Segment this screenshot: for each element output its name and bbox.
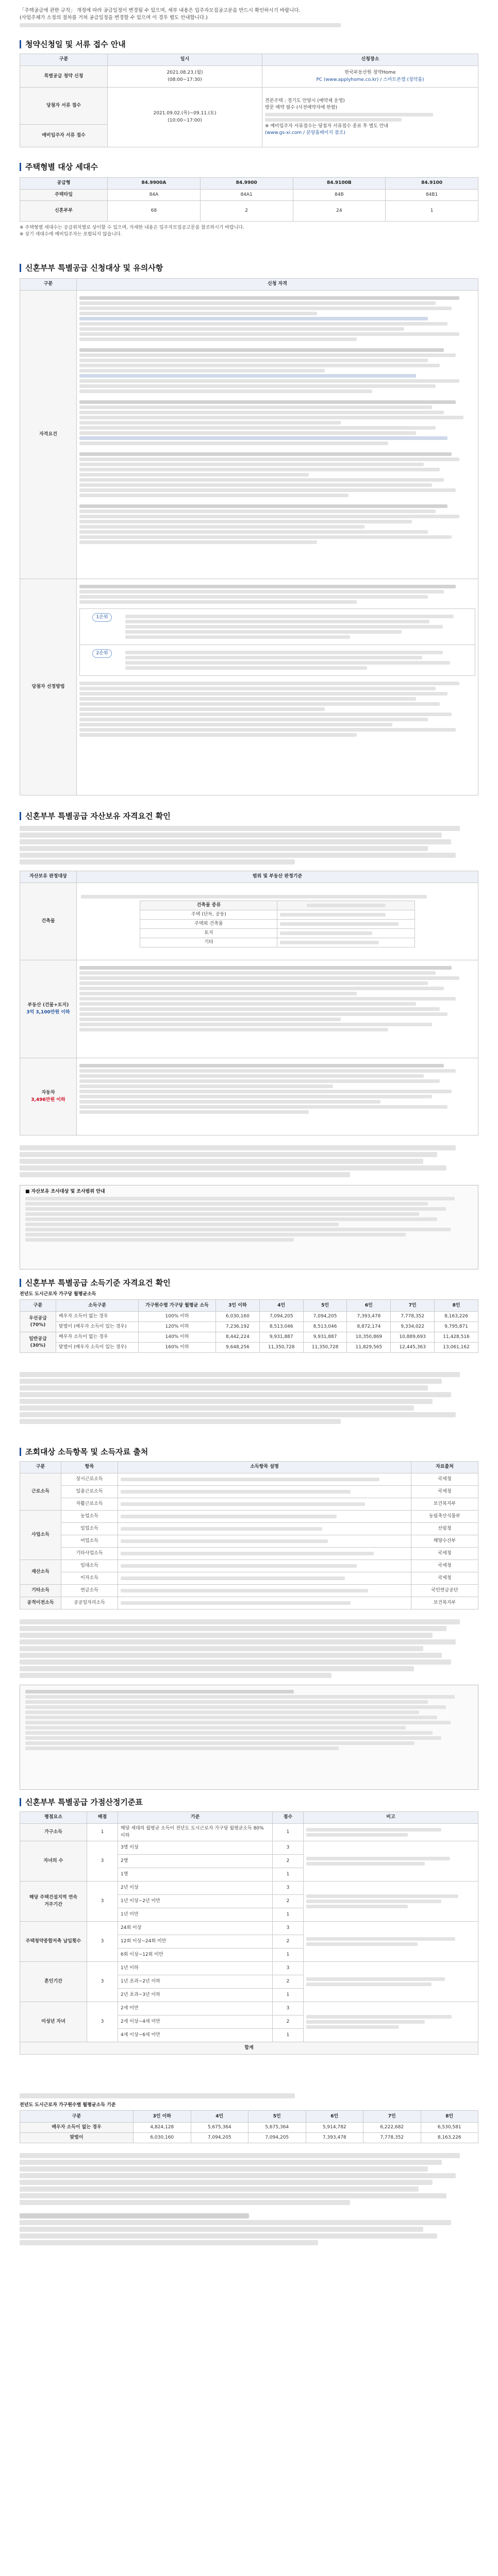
criterion: 해당 주택건설지역 연속 거주기간 — [20, 1882, 87, 1922]
score: 3 — [273, 1922, 304, 1935]
closing-notes — [20, 2151, 478, 2440]
max-score: 1 — [87, 1824, 118, 1841]
group-label: 기타소득 — [20, 1585, 61, 1597]
income-pct: 160% 이하 — [139, 1343, 216, 1353]
col-header: 84.9100B — [293, 178, 386, 190]
table-note: ※ 상기 세대수에 예비입주자는 포함되지 않습니다. — [20, 232, 122, 238]
cell: 6,530,581 — [421, 2123, 478, 2133]
cell: 68 — [108, 201, 201, 222]
col-header: 기준 — [118, 1812, 273, 1824]
source: 국세청 — [411, 1473, 478, 1486]
cell: 13,061,162 — [435, 1343, 478, 1353]
score: 2 — [273, 1895, 304, 1908]
cell: 8,163,226 — [435, 1312, 478, 1322]
item-label: 임대소득 — [61, 1560, 118, 1572]
col-header: 비고 — [304, 1812, 478, 1824]
income-type: 배우자 소득이 없는 경우 — [56, 1312, 139, 1322]
schedule-table — [20, 54, 478, 147]
row-label: 배우자 소득이 없는 경우 — [20, 2123, 134, 2133]
criterion: 미성년 자녀 — [20, 2002, 87, 2042]
col-header: 84.9900A — [108, 178, 201, 190]
item-label: 공공일자리소득 — [61, 1597, 118, 1609]
table-row — [20, 1058, 478, 1136]
income-info-box — [20, 1685, 478, 1790]
source: 농림축산식품부 — [411, 1511, 478, 1523]
criterion-basis: 1년 이하 — [118, 1962, 273, 1975]
score: 1 — [273, 1908, 304, 1922]
applyhome-link[interactable]: PC (www.applyhome.co.kr) / 스마트폰앱 (청약홈) — [316, 77, 424, 82]
score: 2 — [273, 1975, 304, 1989]
max-score: 3 — [87, 1882, 118, 1922]
group-label: 일반공급 (30%) — [20, 1332, 56, 1353]
score-notes — [20, 2092, 478, 2100]
intro-text-line — [20, 23, 341, 27]
cell: 7,094,205 — [191, 2133, 248, 2143]
cell: 9,795,871 — [435, 1322, 478, 1332]
max-score: 3 — [87, 1962, 118, 2002]
table-row — [20, 960, 478, 1058]
col-header: 항목 — [61, 1462, 118, 1473]
source: 국민연금공단 — [411, 1585, 478, 1597]
criterion-basis: 1년 초과~2년 이하 — [118, 1975, 273, 1989]
intro-line: (사업주체가 소정의 절차를 거쳐 공급일정을 변경할 수 있으며 이 경우 별도 안내합니다.) — [20, 14, 208, 21]
col-header: 점수 — [273, 1812, 304, 1824]
col-header: 7인 — [363, 2111, 421, 2123]
asset-limit: 3억 3,100만원 이하 — [26, 1009, 70, 1015]
text-line — [265, 118, 402, 122]
item-label: 일용근로소득 — [61, 1486, 118, 1498]
row-label: 주택타입 — [20, 190, 108, 201]
income-source-table — [20, 1461, 478, 1609]
col-header: 3인 이하 — [134, 2111, 191, 2123]
car-limit: 3,496만원 이하 — [31, 1097, 65, 1103]
info-box-title: ■ 자산보유 조사대상 및 조사범위 안내 — [25, 1189, 105, 1194]
schedule-date: 2021.08.23.(월) — [167, 70, 203, 76]
sub-cell: 주택 (단독, 공동) — [140, 910, 277, 919]
cell: 6,030,160 — [134, 2133, 191, 2143]
table-caption: 전년도 도시근로자 가구당 월평균소득 — [20, 1292, 96, 1297]
place-note: 방문 예약 필수 (사전예약자에 한함) — [265, 105, 338, 110]
item-label: 임업소득 — [61, 1523, 118, 1535]
group-label: 근로소득 — [20, 1473, 61, 1511]
table-row — [20, 579, 478, 795]
criterion-basis: 24회 이상 — [118, 1922, 273, 1935]
col-header: 8인 — [435, 1300, 478, 1312]
section-income-check — [20, 1279, 478, 1287]
section-title: 조회대상 소득항목 및 소득자료 출처 — [20, 1448, 478, 1456]
cell: 7,393,478 — [347, 1312, 391, 1322]
total-row: 합계 — [20, 2042, 478, 2055]
cell: 11,829,565 — [347, 1343, 391, 1353]
eligibility-table — [20, 278, 478, 795]
cell: 11,350,728 — [259, 1343, 303, 1353]
criterion: 가구소득 — [20, 1824, 87, 1841]
criterion-basis: 해당 세대의 월평균 소득이 전년도 도시근로자 가구당 월평균소득 80% 이하 — [118, 1824, 273, 1841]
col-header: 구분 — [20, 1462, 61, 1473]
cell: 12,445,363 — [391, 1343, 435, 1353]
col-header: 배점 — [87, 1812, 118, 1824]
col-header: 4인 — [191, 2111, 248, 2123]
avg-income-table — [20, 2110, 478, 2143]
cell: 11,428,516 — [435, 1332, 478, 1343]
place-name: 견본주택 : 경기도 안양시 (예약제 운영) — [265, 98, 345, 104]
cell: 5,675,364 — [191, 2123, 248, 2133]
eligibility-table-wrap — [20, 278, 478, 795]
criterion-basis: 2년 초과~3년 이하 — [118, 1989, 273, 2002]
col-header: 소득구분 — [56, 1300, 139, 1312]
col-header: 7인 — [391, 1300, 435, 1312]
criterion-basis: 4세 이상~6세 미만 — [118, 2029, 273, 2042]
income-type: 맞벌이 (배우자 소득이 있는 경우) — [56, 1322, 139, 1332]
cell: 84B — [293, 190, 386, 201]
table-row — [20, 66, 478, 88]
cell: 4,824,128 — [134, 2123, 191, 2133]
source: 국세청 — [411, 1548, 478, 1560]
schedule-time: (08:00~17:30) — [168, 77, 202, 82]
max-score: 3 — [87, 1841, 118, 1882]
max-score: 3 — [87, 2002, 118, 2042]
score: 1 — [273, 1868, 304, 1882]
table-row — [20, 201, 478, 222]
col-header: 가구원수별 가구당 월평균 소득 — [139, 1300, 216, 1312]
sub-cell: 기타 — [140, 938, 277, 947]
table-row — [20, 88, 478, 125]
col-header: 8인 — [421, 2111, 478, 2123]
sub-cell: 토지 — [140, 929, 277, 938]
section-unit-count — [20, 163, 478, 171]
place-note: ※ 예비입주자 서류접수는 당첨자 서류접수 종료 후 별도 안내 — [265, 124, 389, 129]
row-label: 특별공급 청약 신청 — [20, 66, 108, 88]
section-title: 주택형별 대상 세대수 — [20, 163, 478, 171]
table-row — [20, 291, 478, 579]
group-label: 사업소득 — [20, 1511, 61, 1560]
building-sub-table — [140, 901, 414, 947]
col-header: 구분 — [20, 1300, 56, 1312]
cell: 7,393,478 — [306, 2133, 363, 2143]
cell: 5,914,782 — [306, 2123, 363, 2133]
cell: 6,222,682 — [363, 2123, 421, 2133]
criterion-basis: 2명 — [118, 1855, 273, 1868]
col-header: 5인 — [303, 1300, 347, 1312]
score-table-wrap — [20, 1811, 478, 2055]
col-header: 84.9900 — [200, 178, 293, 190]
section-asset-check — [20, 812, 478, 820]
source: 보건복지부 — [411, 1498, 478, 1511]
cell: 6,030,160 — [216, 1312, 260, 1322]
row-label: 자동차 — [41, 1090, 55, 1096]
criterion-basis: 2세 이상~4세 미만 — [118, 2015, 273, 2029]
section-score-criteria — [20, 1798, 478, 1806]
cell: 11,350,728 — [303, 1343, 347, 1353]
criterion: 주택청약종합저축 납입횟수 — [20, 1922, 87, 1962]
text-line — [265, 113, 433, 116]
col-header: 5인 — [248, 2111, 306, 2123]
cell: 2 — [200, 201, 293, 222]
col-header: 범위 및 부동산 판정기준 — [77, 871, 478, 883]
intro-notice — [20, 7, 478, 29]
income-type: 배우자 소득이 없는 경우 — [56, 1332, 139, 1343]
col-header: 3인 이하 — [216, 1300, 260, 1312]
avg-income-table-wrap — [20, 2102, 478, 2143]
criterion-basis: 1명 — [118, 1868, 273, 1882]
section-title: 신혼부부 특별공급 신청대상 및 유의사항 — [20, 264, 478, 272]
intro-line: 「주택공급에 관한 규칙」 개정에 따라 공급일정이 변경될 수 있으며, 세부 내용은 입주자모집공고문을 반드시 확인하시기 바랍니다. — [20, 8, 301, 13]
col-header: 평점요소 — [20, 1812, 87, 1824]
section-title: 청약신청일 및 서류 접수 안내 — [20, 40, 478, 48]
cell: 84A1 — [200, 190, 293, 201]
row-label: 예비입주자 서류 접수 — [20, 125, 108, 147]
criterion: 혼인기간 — [20, 1962, 87, 2002]
col-header: 신청 자격 — [77, 279, 478, 291]
income-table — [20, 1299, 478, 1353]
source: 국세청 — [411, 1486, 478, 1498]
section-title: 신혼부부 특별공급 자산보유 자격요건 확인 — [20, 812, 478, 820]
row-label: 건축물 — [20, 883, 77, 960]
table-row — [20, 1332, 478, 1343]
source: 보건복지부 — [411, 1597, 478, 1609]
score: 1 — [273, 1948, 304, 1962]
selection-details — [77, 579, 478, 795]
criterion-basis: 12회 이상~24회 미만 — [118, 1935, 273, 1948]
section-eligibility — [20, 264, 478, 272]
asset-table-wrap — [20, 871, 478, 1136]
col-header: 6인 — [306, 2111, 363, 2123]
cell: 7,236,192 — [216, 1322, 260, 1332]
score: 1 — [273, 2029, 304, 2042]
col-header: 신청장소 — [262, 54, 478, 66]
rank-2-badge: 2순위 — [92, 649, 111, 658]
score: 3 — [273, 2002, 304, 2015]
cell: 1 — [386, 201, 478, 222]
cell: 84A — [108, 190, 201, 201]
schedule-time: (10:00~17:00) — [168, 117, 202, 123]
col-header: 자료출처 — [411, 1462, 478, 1473]
criterion-basis: 6회 이상~12회 미만 — [118, 1948, 273, 1962]
col-header: 구분 — [20, 279, 77, 291]
asset-table — [20, 871, 478, 1136]
income-source-table-wrap — [20, 1461, 478, 1609]
source: 국세청 — [411, 1572, 478, 1585]
col-header: 일시 — [108, 54, 262, 66]
table-note: ※ 주택형별 세대수는 공급위치별로 상이할 수 있으며, 자세한 내용은 입주자모집공고문을 참조하시기 바랍니다. — [20, 225, 244, 230]
item-label: 상시근로소득 — [61, 1473, 118, 1486]
col-header: 공급형 — [20, 178, 108, 190]
item-label: 자활근로소득 — [61, 1498, 118, 1511]
score: 1 — [273, 1824, 304, 1841]
eligibility-details — [77, 291, 478, 579]
criterion-basis: 2세 미만 — [118, 2002, 273, 2015]
row-label: 부동산 (건물+토지) — [27, 1003, 69, 1008]
schedule-date: 2021.09.02.(목)~09.11.(토) — [153, 111, 217, 116]
rank-1-badge: 1순위 — [92, 613, 111, 622]
asset-intro-text — [20, 824, 478, 866]
unit-count-table — [20, 177, 478, 222]
income-source-notes — [20, 1618, 478, 1680]
score-table — [20, 1811, 478, 2055]
col-header: 자산보유 판정대상 — [20, 871, 77, 883]
row-label: 신혼부부 — [20, 201, 108, 222]
group-label: 우선공급 (70%) — [20, 1312, 56, 1332]
table-row — [20, 1312, 478, 1322]
sub-header-value — [277, 901, 414, 910]
score: 2 — [273, 2015, 304, 2029]
income-notes — [20, 1370, 478, 1426]
score: 3 — [273, 1882, 304, 1895]
cell: 7,094,205 — [259, 1312, 303, 1322]
item-label: 어업소득 — [61, 1535, 118, 1548]
cell: 7,778,352 — [391, 1312, 435, 1322]
sub-cell: 주택외 건축물 — [140, 919, 277, 928]
criterion-basis: 1년 미만 — [118, 1908, 273, 1922]
cell: 8,513,046 — [259, 1322, 303, 1332]
sub-header: 건축물 종류 — [140, 901, 277, 910]
place-name: 한국부동산원 청약Home — [344, 70, 396, 76]
asset-info-box — [20, 1185, 478, 1269]
cell: 8,163,226 — [421, 2133, 478, 2143]
col-header: 소득항목 설명 — [118, 1462, 411, 1473]
cell: 10,889,693 — [391, 1332, 435, 1343]
cell: 8,513,046 — [303, 1322, 347, 1332]
score: 2 — [273, 1855, 304, 1868]
homepage-link[interactable]: (www.gs-xi.com / 분양홈페이지 참조) — [265, 130, 345, 136]
max-score: 3 — [87, 1922, 118, 1962]
cell: 7,778,352 — [363, 2133, 421, 2143]
rank-box — [79, 645, 475, 676]
table-row — [20, 190, 478, 201]
score: 3 — [273, 1962, 304, 1975]
table-row — [20, 1343, 478, 1353]
section-application-schedule — [20, 40, 478, 48]
source: 해양수산부 — [411, 1535, 478, 1548]
cell: 24 — [293, 201, 386, 222]
cell: 84B1 — [386, 190, 478, 201]
item-label: 농업소득 — [61, 1511, 118, 1523]
income-pct: 100% 이하 — [139, 1312, 216, 1322]
cell: 9,931,887 — [303, 1332, 347, 1343]
criterion-basis: 2년 이상 — [118, 1882, 273, 1895]
group-label: 공적이전소득 — [20, 1597, 61, 1609]
asset-notes — [20, 1144, 478, 1179]
rank-box — [79, 608, 475, 645]
unit-count-table-wrap — [20, 177, 478, 238]
cell: 8,442,224 — [216, 1332, 260, 1343]
section-income-sources — [20, 1448, 478, 1456]
cell: 7,094,205 — [303, 1312, 347, 1322]
income-type: 맞벌이 (배우자 소득이 있는 경우) — [56, 1343, 139, 1353]
col-header: 4인 — [259, 1300, 303, 1312]
cell: 7,094,205 — [248, 2133, 306, 2143]
schedule-table-wrap — [20, 54, 478, 147]
criterion: 자녀의 수 — [20, 1841, 87, 1882]
col-header: 구분 — [20, 2111, 134, 2123]
section-title: 신혼부부 특별공급 소득기준 자격요건 확인 — [20, 1279, 478, 1287]
score: 1 — [273, 1989, 304, 2002]
cell: 9,931,887 — [259, 1332, 303, 1343]
cell: 9,648,256 — [216, 1343, 260, 1353]
row-label: 당첨자 선정방법 — [20, 579, 77, 795]
score: 2 — [273, 1935, 304, 1948]
income-pct: 140% 이하 — [139, 1332, 216, 1343]
table-row — [20, 883, 478, 960]
cell: 8,872,174 — [347, 1322, 391, 1332]
criterion-basis: 1년 이상~2년 미만 — [118, 1895, 273, 1908]
item-label: 기타사업소득 — [61, 1548, 118, 1560]
cell: 10,350,869 — [347, 1332, 391, 1343]
col-header: 84.9100 — [386, 178, 478, 190]
row-label: 당첨자 서류 접수 — [20, 88, 108, 125]
item-label: 이자소득 — [61, 1572, 118, 1585]
table-caption: 전년도 도시근로자 가구원수별 월평균소득 기준 — [20, 2103, 116, 2108]
section-title: 신혼부부 특별공급 가점산정기준표 — [20, 1798, 478, 1806]
table-row — [20, 1322, 478, 1332]
income-pct: 120% 이하 — [139, 1322, 216, 1332]
col-header: 구분 — [20, 54, 108, 66]
col-header: 6인 — [347, 1300, 391, 1312]
income-table-wrap — [20, 1291, 478, 1353]
criterion-basis: 3명 이상 — [118, 1841, 273, 1855]
cell: 5,675,364 — [248, 2123, 306, 2133]
score: 3 — [273, 1841, 304, 1855]
row-label: 자격요건 — [20, 291, 77, 579]
group-label: 재산소득 — [20, 1560, 61, 1585]
cell: 9,334,022 — [391, 1322, 435, 1332]
source: 국세청 — [411, 1560, 478, 1572]
item-label: 연금소득 — [61, 1585, 118, 1597]
row-label: 맞벌이 — [20, 2133, 134, 2143]
source: 산림청 — [411, 1523, 478, 1535]
